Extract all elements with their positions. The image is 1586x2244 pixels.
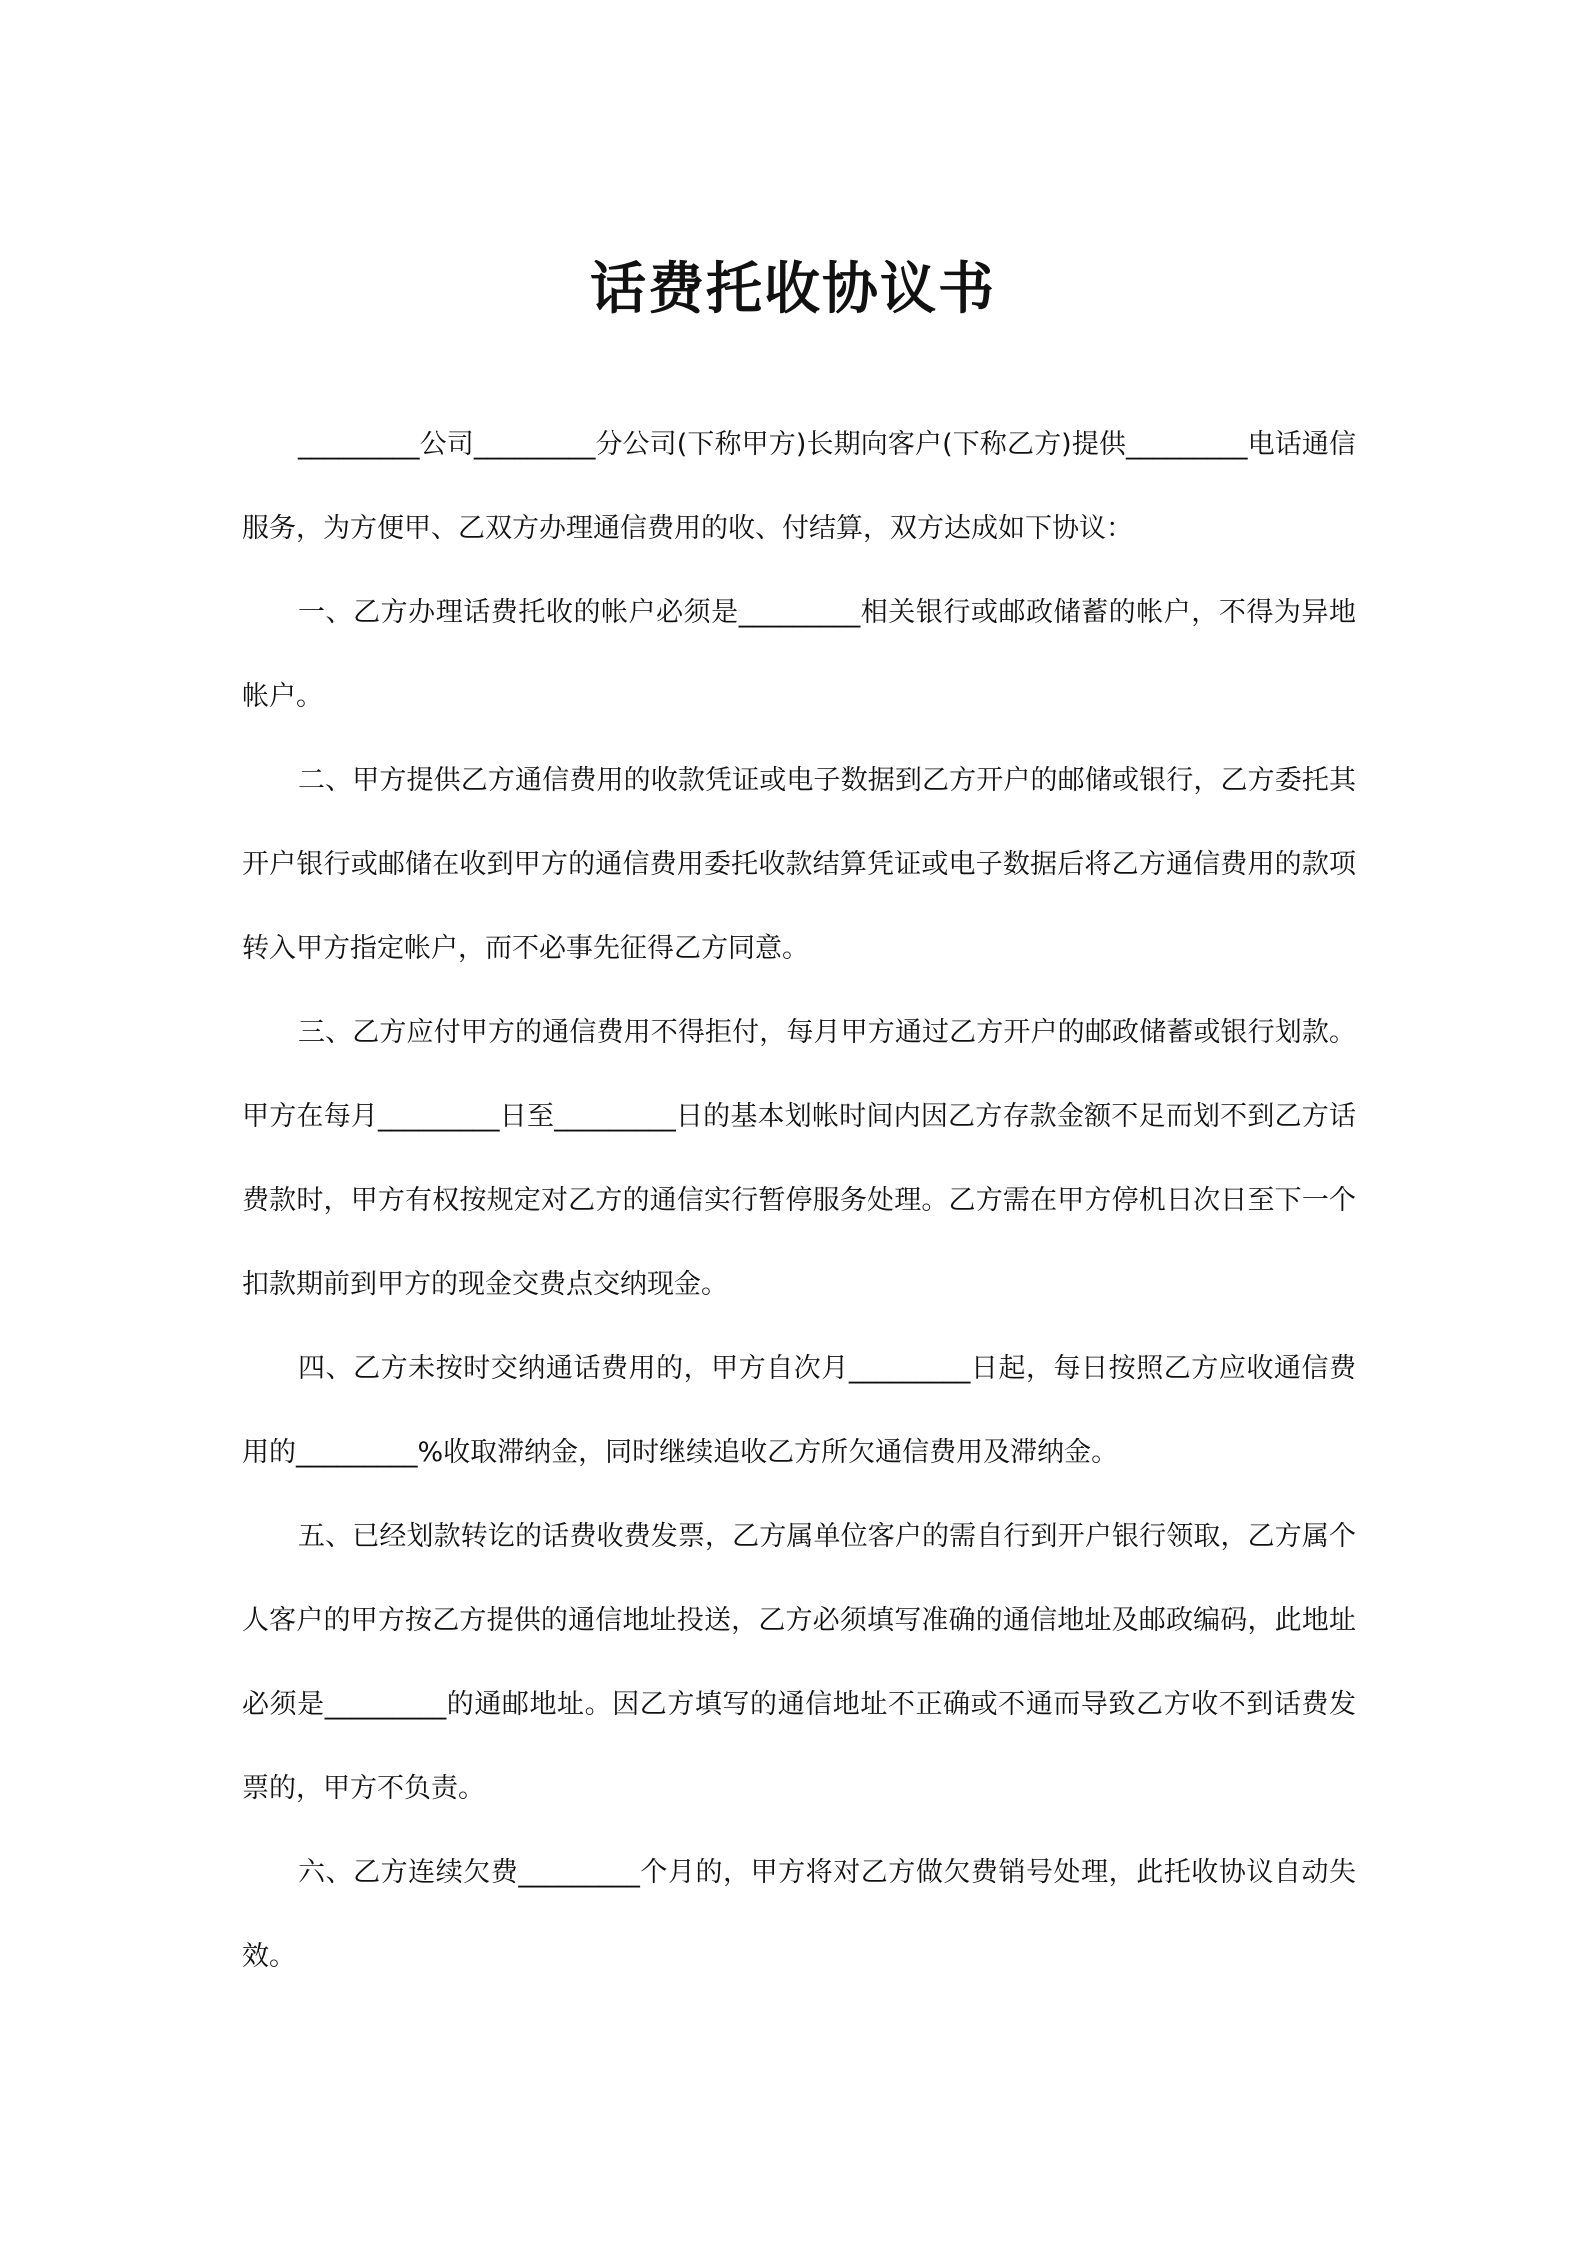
- intro-paragraph: _________公司_________分公司(下称甲方)长期向客户(下称乙方)提供_________电话通信服务，为方便甲、乙双方办理通信费用的收、付结算，双方达成如下协议：: [242, 429, 1356, 544]
- clause-4-paragraph: 四、乙方未按时交纳通话费用的，甲方自次月_________日起，每日按照乙方应收通信费用的_________%收取滞纳金，同时继续追收乙方所欠通信费用及滞纳金。: [242, 1353, 1356, 1468]
- clause-3-paragraph: 三、乙方应付甲方的通信费用不得拒付，每月甲方通过乙方开户的邮政储蓄或银行划款。甲方在每月_________日至_________日的基本划帐时间内因乙方存款金额不足而划不到乙方话费款时，甲方有权按规定对乙方的通信实行暂停服务处理。乙方需在甲方停机日次日至下一个扣款期前到甲方的现金交费点交纳现金。: [242, 1017, 1356, 1300]
- clause-6-paragraph: 六、乙方连续欠费_________个月的，甲方将对乙方做欠费销号处理，此托收协议自动失效。: [242, 1857, 1356, 1972]
- document-body: [242, 403, 1356, 1999]
- clause-1-paragraph: 一、乙方办理话费托收的帐户必须是_________相关银行或邮政储蓄的帐户，不得为异地帐户。: [242, 597, 1356, 712]
- clause-5-paragraph: 五、已经划款转讫的话费收费发票，乙方属单位客户的需自行到开户银行领取，乙方属个人客户的甲方按乙方提供的通信地址投送，乙方必须填写准确的通信地址及邮政编码，此地址必须是_________的通邮地址。因乙方填写的通信地址不正确或不通而导致乙方收不到话费发票的，甲方不负责。: [242, 1521, 1356, 1804]
- clause-2-paragraph: 二、甲方提供乙方通信费用的收款凭证或电子数据到乙方开户的邮储或银行，乙方委托其开户银行或邮储在收到甲方的通信费用委托收款结算凭证或电子数据后将乙方通信费用的款项转入甲方指定帐户，而不必事先征得乙方同意。: [242, 765, 1356, 964]
- document-title: 话费托收协议书: [590, 257, 996, 322]
